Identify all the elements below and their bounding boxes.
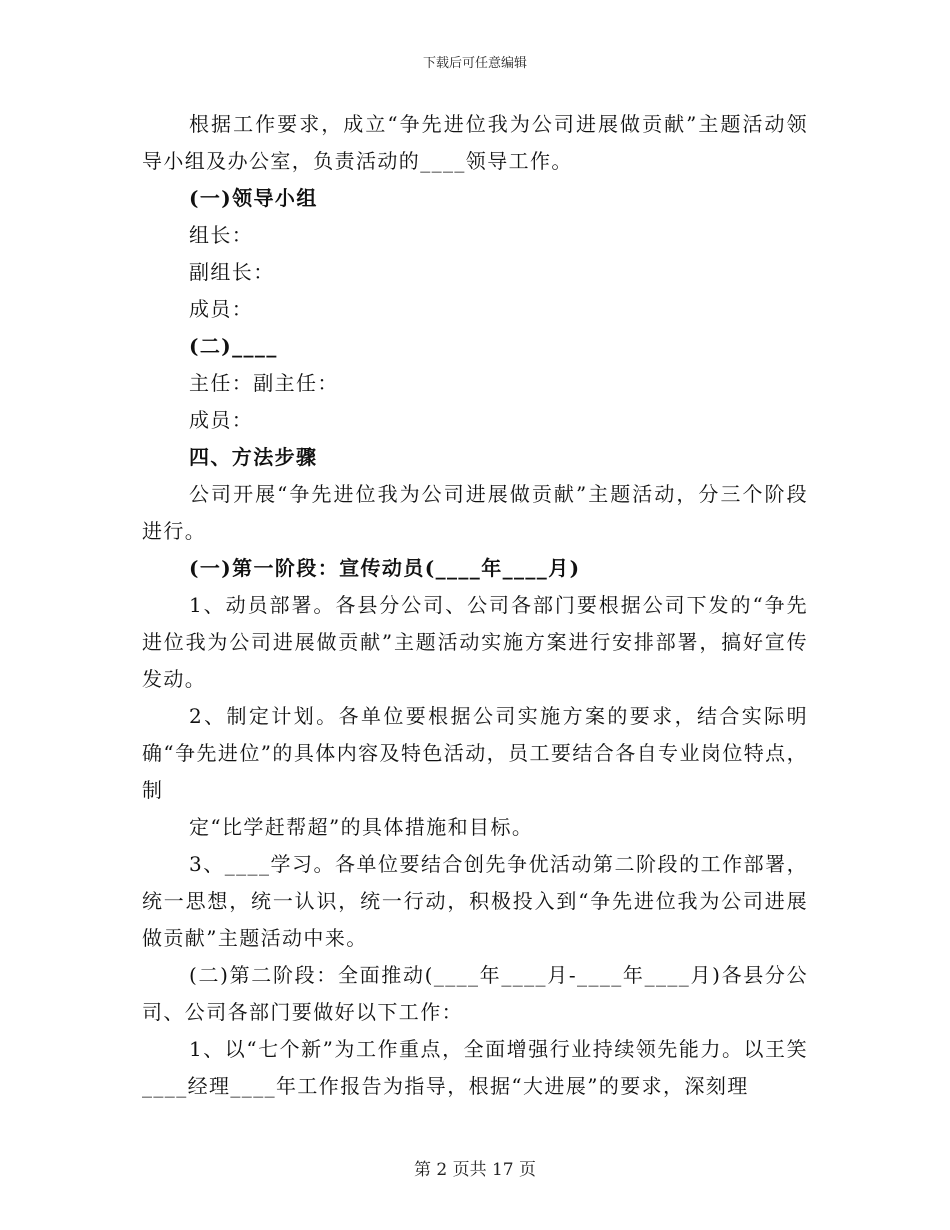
line-group-leader: 组长： [189,223,254,247]
paragraph-planning: 2、制定计划。各单位要根据公司实施方案的要求，结合实际明确“争先进位”的具体内容及特色活动，员工要结合各自专业岗位特点，制 [142,704,808,802]
paragraph-planning-continued: 定“比学赶帮超”的具体措施和目标。 [189,815,534,839]
document-body [142,106,808,1105]
paragraph-study: 3、____学习。各单位要结合创先争优活动第二阶段的工作部署，统一思想，统一认识，统一行动，积极投入到“争先进位我为公司进展做贡献”主题活动中来。 [142,852,808,950]
page-header: 下载后可任意编辑 [422,56,527,71]
paragraph-leadership-intro: 根据工作要求，成立“争先进位我为公司进展做贡献”主题活动领导小组及办公室，负责活动的____领导工作。 [142,112,808,173]
page-footer: 第 2 页共 17 页 [413,1160,537,1180]
paragraph-seven-new: 1、以“七个新”为工作重点，全面增强行业持续领先能力。以王笑____经理____年工作报告为指导，根据“大进展”的要求，深刻理 [142,1037,808,1098]
line-director: 主任：副主任： [189,371,339,395]
paragraph-mobilization: 1、动员部署。各县分公司、公司各部门要根据公司下发的“争先进位我为公司进展做贡献”主题活动实施方案进行安排部署，搞好宣传发动。 [142,593,808,691]
heading-methods-steps: 四、方法步骤 [189,445,318,469]
paragraph-three-stages: 公司开展“争先进位我为公司进展做贡献”主题活动，分三个阶段进行。 [142,482,808,543]
line-deputy-leader: 副组长： [189,260,275,284]
line-members: 成员： [189,297,254,321]
heading-office: (二)____ [189,334,278,358]
heading-stage-one: (一)第一阶段：宣传动员(____年____月) [189,556,581,580]
line-office-members: 成员： [189,408,254,432]
paragraph-stage-two: (二)第二阶段：全面推动(____年____月-____年____月)各县分公司、公司各部门要做好以下工作： [142,963,808,1024]
heading-leadership-group: (一)领导小组 [189,186,318,210]
